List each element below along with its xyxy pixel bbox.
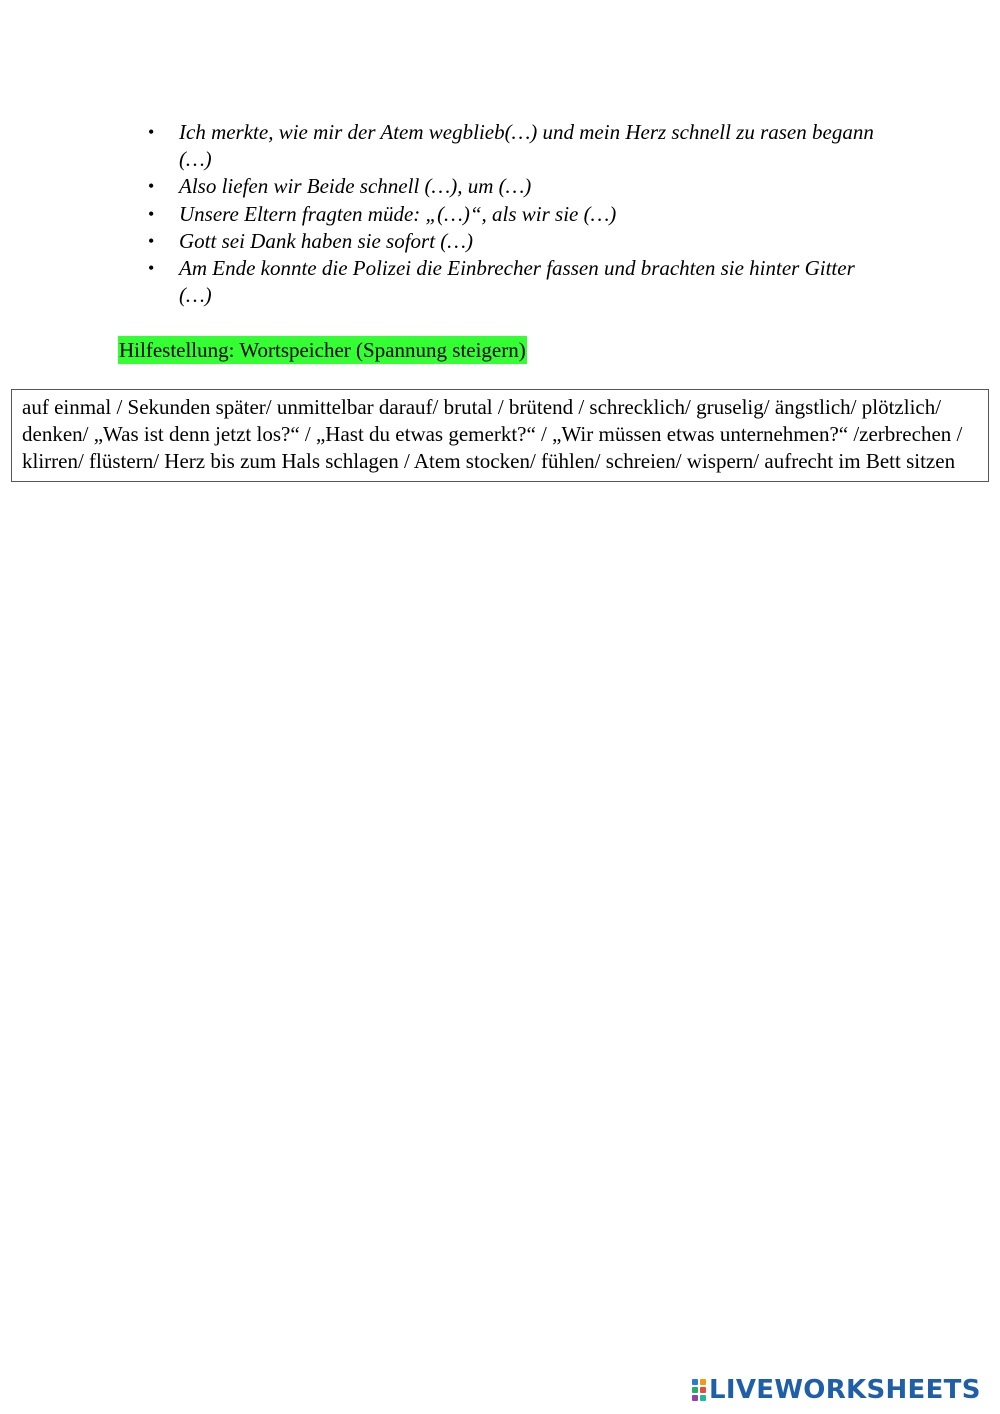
logo-text: LIVEWORKSHEETS bbox=[709, 1375, 981, 1405]
list-item bbox=[148, 255, 888, 309]
liveworksheets-logo[interactable] bbox=[692, 1375, 981, 1405]
word-bank-box: auf einmal / Sekunden später/ unmittelbar darauf/ brutal / brütend / schrecklich/ gruselig/ ängstlich/ plötzlich/ denken/ „Was ist denn jetzt los?“ / „Hast du etwas gemerkt?“ / „Wir müssen etwas unternehmen?“ /zerbrechen / klirren/ flüstern/ Herz bis zum Hals schlagen / Atem stocken/ fühlen/ schreien/ wispern/ aufrecht im Bett sitzen bbox=[11, 389, 989, 482]
list-item-text: Also liefen wir Beide schnell (…), um (…) bbox=[179, 174, 532, 199]
list-item-text: Unsere Eltern fragten müde: „(…)“, als wir sie (…) bbox=[179, 201, 617, 226]
liveworksheets-logo-icon bbox=[692, 1379, 706, 1401]
list-item-text: Am Ende konnte die Polizei die Einbrecher fassen und brachten sie hinter Gitter (…) bbox=[179, 256, 855, 308]
bullet-icon: • bbox=[148, 258, 155, 279]
help-heading: Hilfestellung: Wortspeicher (Spannung steigern) bbox=[119, 338, 526, 362]
list-item bbox=[148, 228, 888, 255]
bullet-icon: • bbox=[148, 122, 155, 142]
bullet-icon: • bbox=[148, 203, 155, 224]
list-item bbox=[148, 173, 888, 200]
list-item-text: Gott sei Dank haben sie sofort (…) bbox=[179, 228, 473, 253]
list-item-text: Ich merkte, wie mir der Atem wegblieb(…) und mein Herz schnell zu rasen begann (…) bbox=[179, 120, 874, 172]
bullet-icon: • bbox=[148, 176, 155, 197]
list-item bbox=[148, 119, 888, 173]
bullet-icon: • bbox=[148, 230, 155, 251]
list-item bbox=[148, 201, 888, 228]
sentence-starters-list bbox=[148, 119, 888, 309]
